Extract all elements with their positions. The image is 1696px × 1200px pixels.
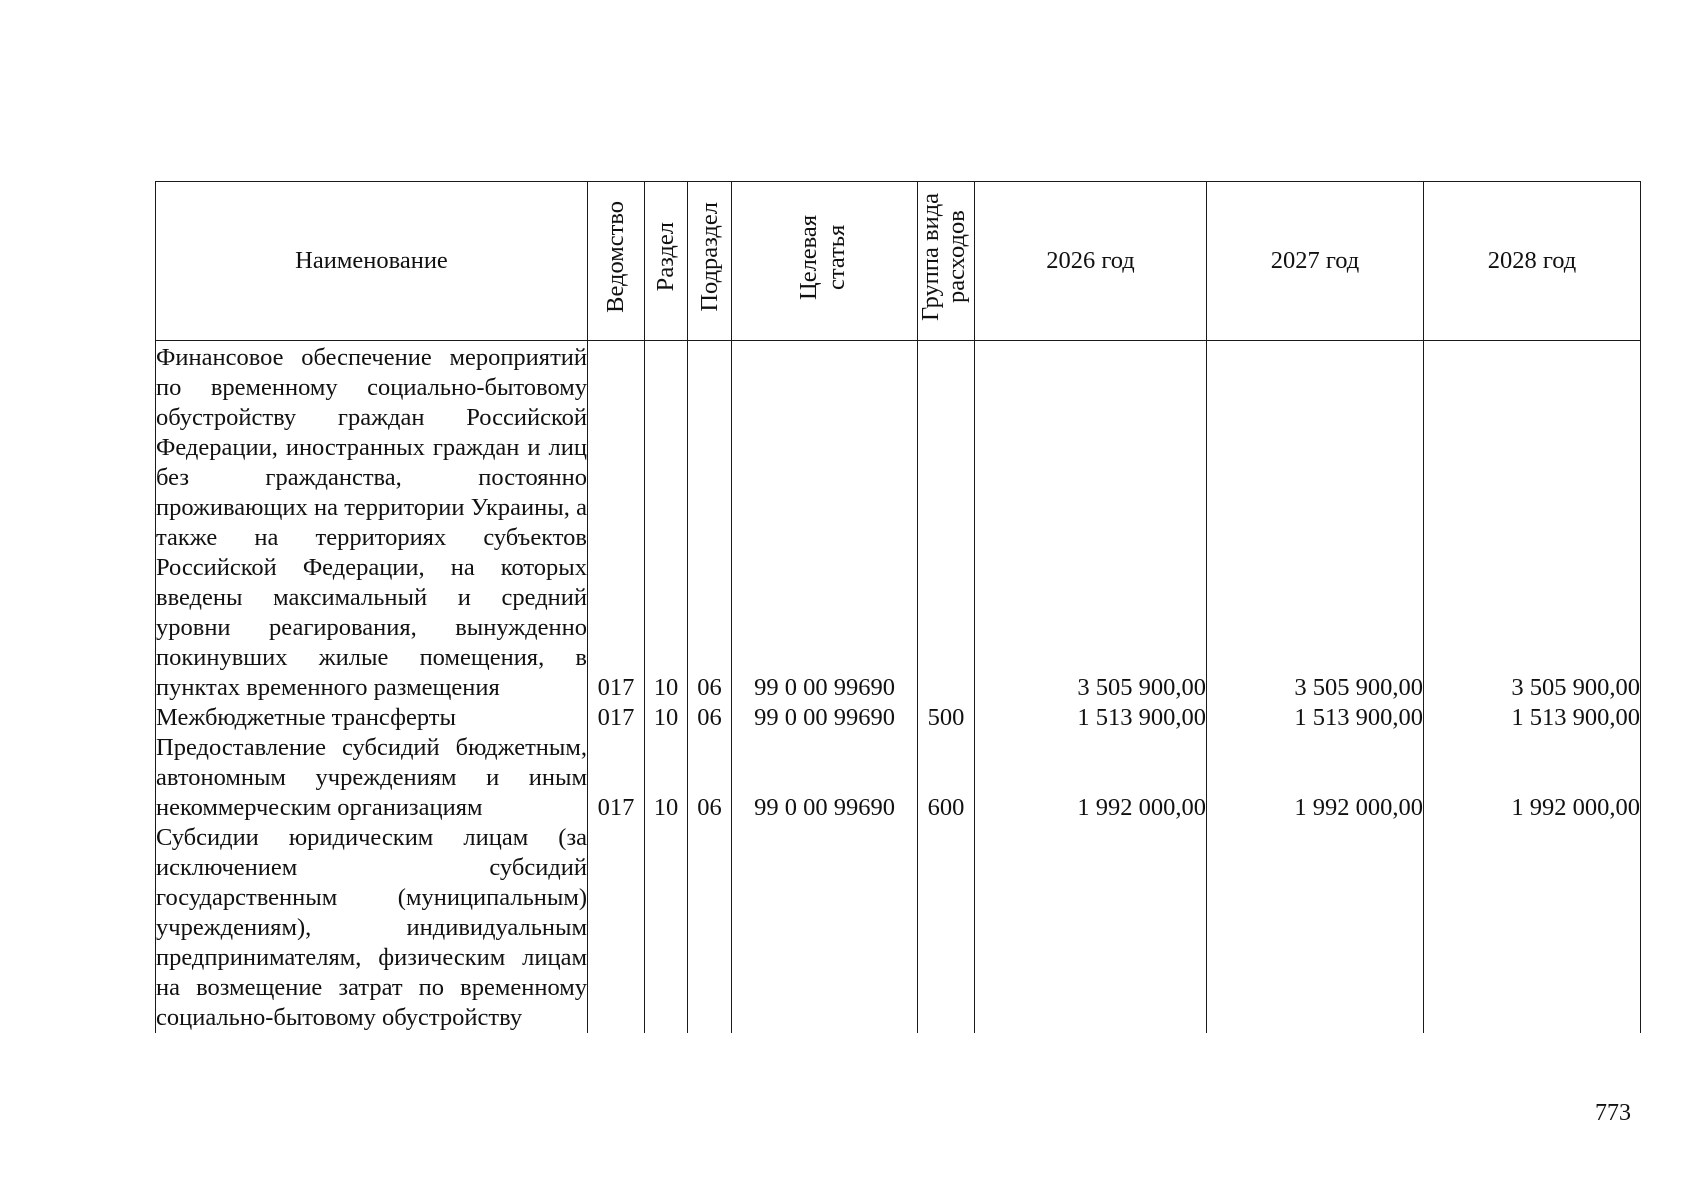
row-value-2027: 1 513 900,00	[1207, 703, 1424, 733]
row-value-2026: 1 513 900,00	[975, 703, 1207, 733]
header-target-article: Целевая статья	[732, 182, 918, 341]
header-year-2028: 2028 год	[1424, 182, 1641, 341]
row-subsection: 06	[688, 341, 732, 704]
header-subsection: Подраздел	[688, 182, 732, 341]
row-expense-group	[918, 341, 975, 704]
row-subsection: 06	[688, 733, 732, 823]
table-row	[156, 823, 1641, 1033]
row-expense-group: 500	[918, 703, 975, 733]
row-section: 10	[645, 703, 688, 733]
header-expense-group: Группа вида расходов	[918, 182, 975, 341]
table-row	[156, 733, 1641, 823]
row-target-article: 99 0 00 99690	[732, 733, 918, 823]
row-value-2026	[975, 823, 1207, 1033]
row-value-2027: 1 992 000,00	[1207, 733, 1424, 823]
row-name: Межбюджетные трансферты	[156, 703, 588, 733]
row-value-2026: 3 505 900,00	[975, 341, 1207, 704]
row-department: 017	[588, 341, 645, 704]
header-department: Ведомство	[588, 182, 645, 341]
row-value-2028	[1424, 823, 1641, 1033]
row-value-2027: 3 505 900,00	[1207, 341, 1424, 704]
table-row	[156, 341, 1641, 704]
row-expense-group	[918, 823, 975, 1033]
row-value-2026: 1 992 000,00	[975, 733, 1207, 823]
table-row	[156, 703, 1641, 733]
row-department: 017	[588, 703, 645, 733]
row-expense-group: 600	[918, 733, 975, 823]
header-name: Наименование	[156, 182, 588, 341]
row-section	[645, 823, 688, 1033]
row-department: 017	[588, 733, 645, 823]
row-target-article: 99 0 00 99690	[732, 703, 918, 733]
budget-table	[155, 181, 1641, 1033]
row-section: 10	[645, 733, 688, 823]
row-section: 10	[645, 341, 688, 704]
row-department	[588, 823, 645, 1033]
header-year-2026: 2026 год	[975, 182, 1207, 341]
row-name: Финансовое обеспечение мероприятий по временному социально-бытовому обустройству граждан Российской Федерации, иностранных граждан и лиц без гражданства, постоянно проживающих на территории Украины, а также на территориях субъектов Российской Федерации, на которых введены максимальный и средний уровни реагирования, вынужденно покинувших жилые помещения, в пунктах временного размещения	[156, 341, 588, 704]
row-value-2028: 1 992 000,00	[1424, 733, 1641, 823]
table-header-row	[156, 182, 1641, 341]
page-number: 773	[1595, 1100, 1631, 1126]
row-name: Предоставление субсидий бюджетным, автономным учреждениям и иным некоммерческим организациям	[156, 734, 587, 821]
row-subsection: 06	[688, 703, 732, 733]
header-section: Раздел	[645, 182, 688, 341]
row-subsection	[688, 823, 732, 1033]
header-year-2027: 2027 год	[1207, 182, 1424, 341]
row-value-2027	[1207, 823, 1424, 1033]
row-target-article: 99 0 00 99690	[732, 341, 918, 704]
row-name: Субсидии юридическим лицам (за исключением субсидий государственным (муниципальным) учреждениям), индивидуальным предпринимателям, физическим лицам на возмещение затрат по временному социально-бытовому обустройству	[156, 824, 587, 1031]
row-value-2028: 1 513 900,00	[1424, 703, 1641, 733]
row-target-article	[732, 823, 918, 1033]
row-value-2028: 3 505 900,00	[1424, 341, 1641, 704]
